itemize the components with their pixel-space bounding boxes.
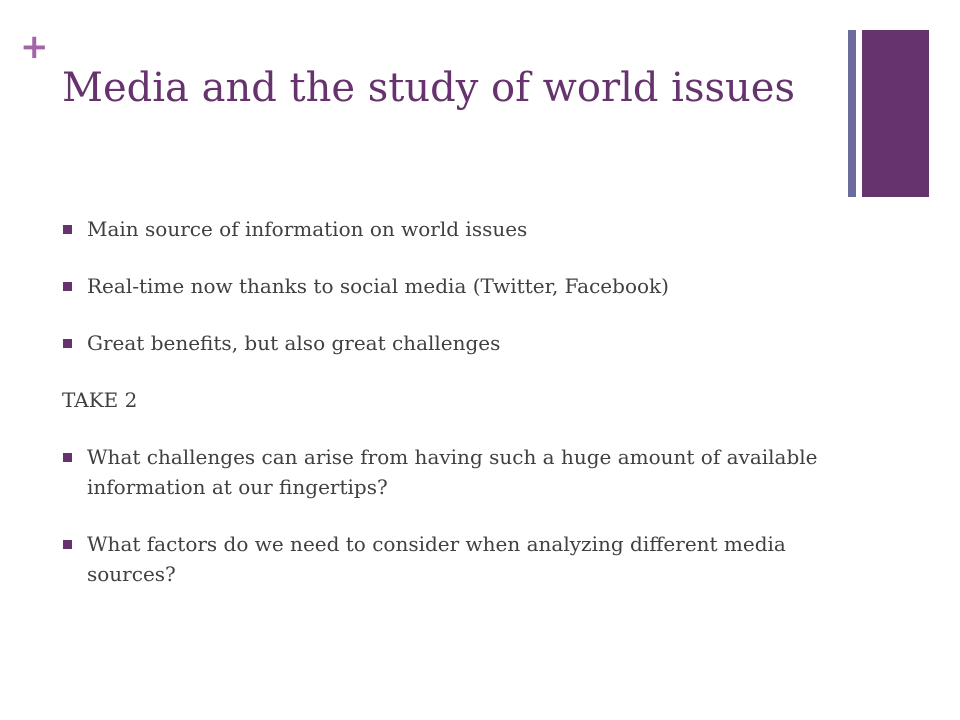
slide-body (62, 214, 822, 616)
square-bullet-icon (63, 225, 72, 234)
bullet-text: Great benefits, but also great challenges (87, 331, 501, 355)
bullet-text: Real-time now thanks to social media (Twitter, Facebook) (87, 274, 669, 298)
bullet-text: What factors do we need to consider when analyzing different media sources? (87, 532, 786, 586)
bullet-item (62, 328, 822, 358)
bullet-item (62, 271, 822, 301)
square-bullet-icon (63, 540, 72, 549)
square-bullet-icon (63, 339, 72, 348)
square-bullet-icon (63, 282, 72, 291)
accent-bar-thin (848, 30, 856, 197)
bullet-text: What challenges can arise from having such a huge amount of available information at our fingertips? (87, 445, 818, 499)
square-bullet-icon (63, 453, 72, 462)
bullet-item (62, 529, 822, 589)
slide-title: Media and the study of world issues (62, 65, 795, 111)
section-label: TAKE 2 (62, 388, 138, 412)
accent-bar-thick (862, 30, 929, 197)
bullet-text: Main source of information on world issues (87, 217, 528, 241)
plus-icon: + (20, 27, 49, 67)
bullet-item (62, 442, 822, 502)
bullet-item (62, 214, 822, 244)
